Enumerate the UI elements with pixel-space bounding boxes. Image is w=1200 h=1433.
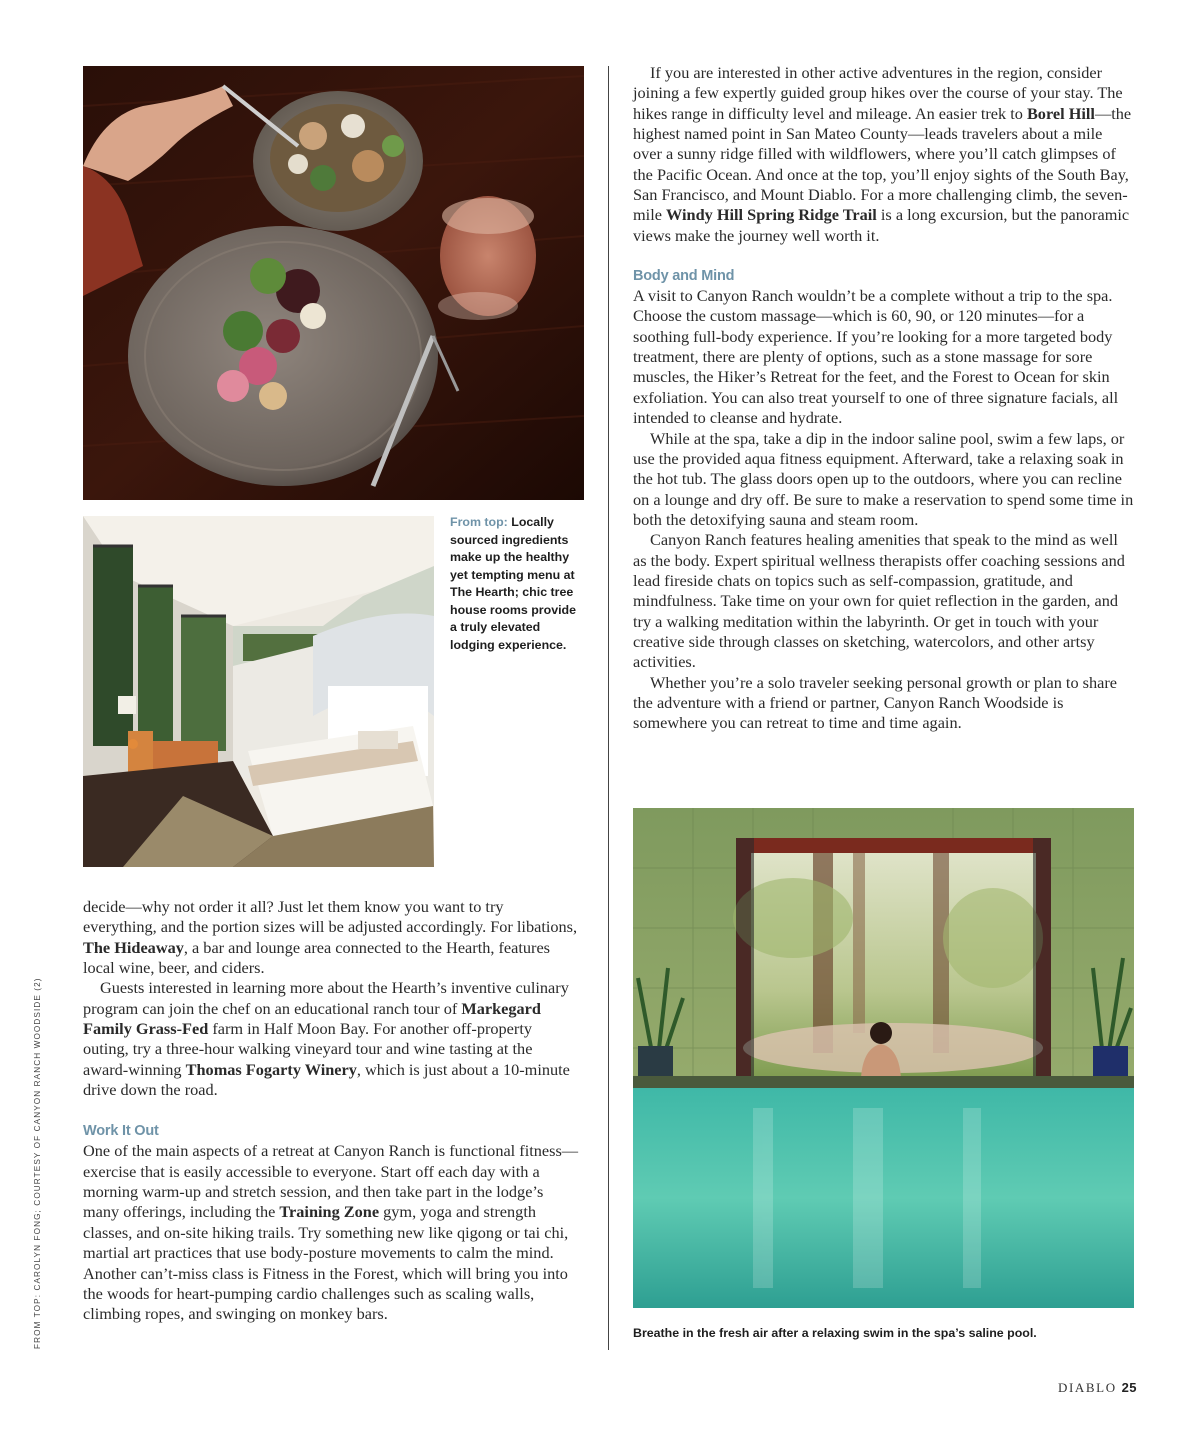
indoor-saline-pool-photo <box>633 808 1134 1308</box>
left-paragraph-2: Guests interested in learning more about the Hearth’s inventive culinary program can join the chef on an educational ranch tour of Markegard Family Grass-Fed farm in Half Moon Bay. For another off-property outing, try a three-hour walking vineyard tour and wine tasting at the award-winning Thomas Fogarty Winery, which is just about a 10-minute drive down the road. <box>83 978 570 1100</box>
page-number: 25 <box>1121 1380 1138 1395</box>
right-paragraph-4: Canyon Ranch features healing amenities that speak to the mind as well as the body. Expert spiritual wellness therapists offer coaching sessions and lead fireside chats on topics such as self-compassion, gratitude, and mindfulness. Take time on your own for quiet reflection in the garden, and try a walking meditation within the labyrinth. Or get in touch with your creative side through classes on sketching, watercolors, and other artsy activities. <box>633 530 1125 672</box>
photo-credit: FROM TOP: CAROLYN FONG; COURTESY OF CANYON RANCH WOODSIDE (2) <box>33 977 42 1349</box>
left-paragraph-1: decide—why not order it all? Just let them know you want to try everything, and the portion sizes will be adjusted accordingly. For libations, The Hideaway, a bar and lounge area connected to the Hearth, features local wine, beer, and ciders. <box>83 897 578 978</box>
caption-lead: From top: <box>450 515 508 529</box>
pool-photo-caption: Breathe in the fresh air after a relaxing swim in the spa’s saline pool. <box>633 1326 1037 1340</box>
section-heading-body-and-mind: Body and Mind <box>633 268 735 285</box>
right-column-text <box>633 63 1135 734</box>
left-column-text <box>83 897 581 1325</box>
treehouse-room-photo <box>83 516 434 867</box>
right-paragraph-1: If you are interested in other active adventures in the region, consider joining a few expertly guided group hikes over the course of your stay. The hikes range in difficulty level and mileage. An easier trek to Borel Hill—the highest named point in San Mateo County—leads travelers about a mile over a sunny ridge filled with wildflowers, where you’ll catch glimpses of the Pacific Ocean. And once at the top, you’ll enjoy sights of the South Bay, San Francisco, and Mount Diablo. For a more challenging climb, the seven-mile Windy Hill Spring Ridge Trail is a long excursion, but the panoramic views make the journey well worth it. <box>633 63 1132 245</box>
right-paragraph-3: While at the spa, take a dip in the indoor saline pool, swim a few laps, or use the provided aqua fitness equipment. Afterward, take a relaxing soak in the hot tub. The glass doors open up to the outdoors, where you can recline on a lounge and dry off. Be sure to make a reservation to spend some time in both the detoxifying sauna and steam room. <box>633 428 1134 529</box>
page-folio <box>1058 1380 1137 1396</box>
caption-text: Locally sourced ingredients make up the healthy yet tempting menu at The Hearth; chic tree house rooms provide a truly elevated lodging experience. <box>450 515 576 652</box>
left-paragraph-3: One of the main aspects of a retreat at Canyon Ranch is functional fitness—exercise that is easily accessible to everyone. Start off each day with a morning warm-up and stretch session, and then take part in the lodge’s many offerings, including the Training Zone gym, yoga and strength classes, and on-site hiking trails. Try something new like qigong or tai chi, martial art practices that use body-posture movements to calm the mind. Another can’t-miss class is Fitness in the Forest, which will bring you into the woods for heart-pumping cardio challenges such as scaling walls, climbing ropes, and swinging on monkey bars. <box>83 1141 579 1324</box>
section-heading-work-it-out: Work It Out <box>83 1123 159 1140</box>
right-paragraph-2: A visit to Canyon Ranch wouldn’t be a complete without a trip to the spa. Choose the custom massage—which is 60, 90, or 120 minutes—for a soothing full-body experience. If you’re looking for a more targeted body treatment, there are plenty of options, such as a stone massage for sore muscles, the Hiker’s Retreat for the feet, and the Forest to Ocean for skin exfoliation. You can also treat yourself to one of three signature facials, all intended to cleanse and hydrate. <box>633 286 1119 428</box>
column-divider <box>608 66 609 1350</box>
magazine-name: DIABLO <box>1058 1380 1117 1395</box>
right-paragraph-5: Whether you’re a solo traveler seeking personal growth or plan to share the adventure with a friend or partner, Canyon Ranch Woodside is somewhere you can retreat to time and time again. <box>633 672 1118 733</box>
photo-caption-top <box>450 514 583 654</box>
food-plates-wine-photo <box>83 66 584 500</box>
